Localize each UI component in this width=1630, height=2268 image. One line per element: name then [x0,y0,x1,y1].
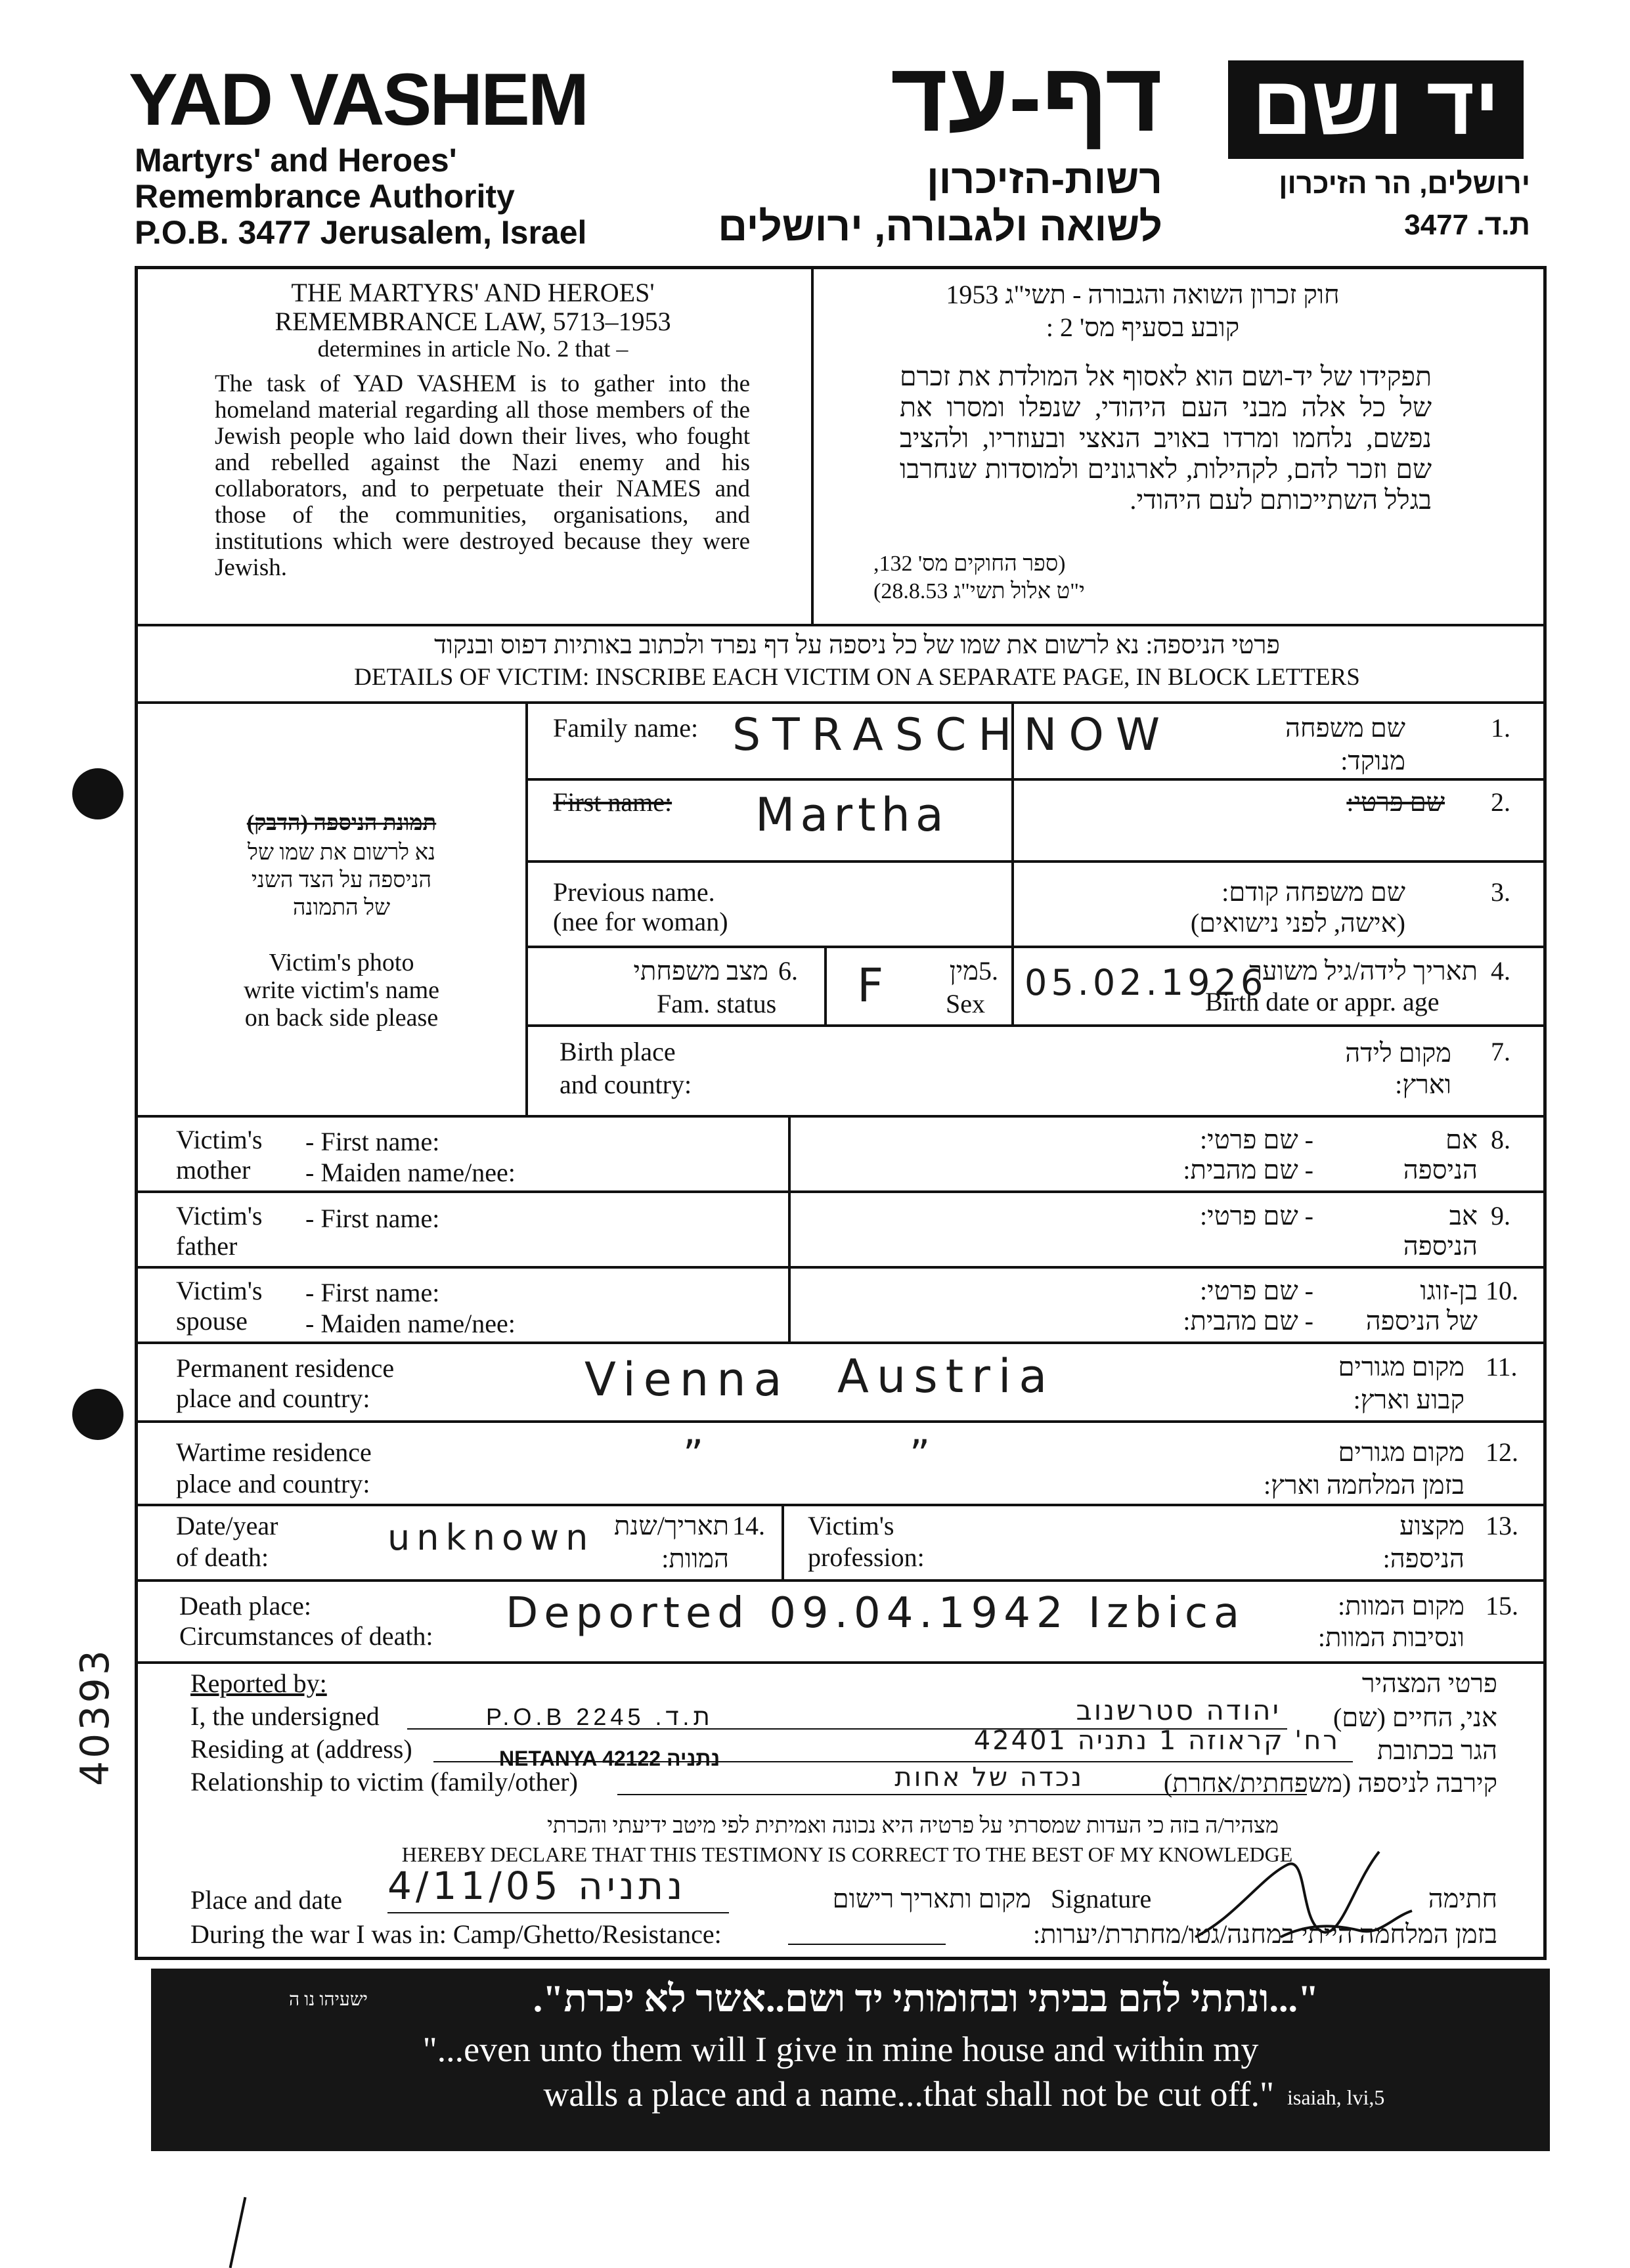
reporter-place-date-value: 4/11/05 נתניה [387,1864,687,1908]
photo-he-label: תמונת הניספה (הדבק) [246,811,437,835]
field-num-7: 7. [1491,1037,1510,1066]
place-date-line [387,1912,729,1913]
stamp-city: NETANYA 42122 נתניה [499,1747,720,1770]
war-label: During the war I was in: Camp/Ghetto/Resistance: [190,1919,722,1949]
photo-divider [525,701,528,1115]
field-num-12: 12. [1486,1437,1518,1467]
rule-f9 [135,1266,1547,1269]
footer-en-quote2: walls a place and a name...that shall not be cut off." [543,2074,1274,2114]
birth-place-label: Birth place [560,1037,676,1066]
rule-f7 [135,1115,1547,1118]
law-en-title1: THE MARTYRS' AND HEROES' [291,278,655,307]
field-num-13: 13. [1486,1511,1518,1540]
mother-label1: Victim's [176,1125,263,1154]
rule-f8 [135,1190,1547,1193]
previous-name-label: Previous name. [553,877,715,907]
margin-stroke [229,2197,247,2268]
rule-f4 [525,1024,1547,1027]
reported-by-he-label: פרטי המצהיר [1361,1668,1497,1698]
permanent-residence-label1: Permanent residence [176,1353,395,1383]
field-num-2: 2. [1491,787,1510,817]
field-num-5: 5. [979,956,998,986]
birth-country-label: and country: [560,1070,692,1099]
mother-he-label2: הניספה [1403,1155,1478,1185]
punch-hole-top [72,768,123,819]
field-num-4: 4. [1491,956,1510,986]
photo-en-line3: on back side please [244,1004,439,1032]
law-he-ref1: (ספר החוקים מס' 132, [873,552,1066,576]
law-he-ref2: י"ט אלול תשי"ג 28.8.53) [873,579,1085,603]
footer-en-source: isaiah, lvi,5 [1287,2085,1385,2109]
reporter-relationship-value: נכדה של אחות [894,1762,1084,1793]
fam-status-he-label: מצב משפחתי [633,956,768,986]
archive-number: 40393 [72,1647,118,1786]
rule-f1 [525,778,1547,781]
field-num-1: 1. [1491,713,1510,743]
field-num-10: 10. [1486,1276,1518,1305]
reported-by-label: Reported by: [190,1668,327,1698]
footer-he-source: ישעיהו נו ה [289,1990,368,2010]
law-he-title1: חוק זכרון השואה והגבורה - תשי"ג 1953 [946,280,1340,309]
father-label1: Victim's [176,1201,263,1231]
birth-country-he-label: וארץ: [1395,1070,1451,1099]
permanent-residence-he-label2: קבוע וארץ: [1353,1385,1465,1414]
details-he-instruction: פרטי הניספה: נא לרשום את שמו של כל ניספה על דף נפרד ולכתוב באותיות דפוס ובנקוד [434,631,1280,659]
rule-f3 [525,946,1547,948]
stamp-pob: P.O.B 2245 .ת.ד [486,1703,714,1730]
mother-maiden-name-he-label: - שם מהבית: [1183,1155,1313,1185]
sex-label: Sex [946,989,985,1018]
law-en-title3: determines in article No. 2 that – [317,336,628,362]
death-place-value: Deported 09.04.1942 Izbica [506,1589,1246,1638]
mother-first-name-label: - First name: [305,1127,440,1156]
right-line2: ת.ד. 3477 [1404,209,1530,241]
profession-label1: Victim's [808,1511,894,1540]
org-title: YAD VASHEM [129,58,588,141]
field-num-9: 9. [1491,1201,1510,1231]
sex-value: F [857,959,884,1013]
death-date-he-label1: תאריך/שנת [613,1511,729,1540]
law-en-body: The task of YAD VASHEM is to gather into the homeland material regarding all those members of the Jewish people who laid down their lives, who fought and rebelled against the Nazi enemy and his collaborators, and to perpetuate their NAMES and those of the communities, organisations, and institutions which were destroyed because they were Jewish. [215,370,750,581]
place-date-he-label: מקום ותאריך רישום [832,1884,1031,1913]
signature-label: Signature [1051,1884,1152,1913]
father-first-name-label: - First name: [305,1204,440,1233]
f14-divider [782,1504,784,1579]
rule-f14 [135,1579,1547,1582]
f6-divider [824,946,827,1024]
place-date-label: Place and date [190,1885,342,1915]
birth-date-label: Birth date or appr. age [1205,987,1440,1016]
center-line1: רשות-הזיכרון [927,157,1162,202]
mother-he-label1: אם [1445,1125,1478,1154]
nee-label: (nee for woman) [553,907,728,936]
center-title: דף-עד [890,41,1162,152]
death-place-he-label1: מקום המוות: [1337,1591,1465,1621]
org-address: P.O.B. 3477 Jerusalem, Israel [135,214,587,251]
spouse-label1: Victim's [176,1276,263,1305]
sex-he-label: מין [949,956,979,986]
residing-label: Residing at (address) [190,1734,412,1764]
wartime-residence-country: ” [910,1431,942,1477]
photo-en-line1: Victim's photo [269,949,414,976]
spouse-he-label2: של הניספה [1365,1306,1478,1336]
right-line1: ירושלים, הר הזיכרון [1279,167,1530,200]
first-name-he-label: שם פרטי: [1346,787,1445,817]
mother-first-name-he-label: - שם פרטי: [1200,1125,1313,1154]
father-he-label1: אב [1449,1201,1478,1231]
undersigned-he-label: אני, החיים (שם) [1333,1703,1497,1732]
death-place-he-label2: ונסיבות המוות: [1317,1623,1465,1652]
field-num-6: 6. [778,956,798,986]
family-name-value: STRASCHNOW [732,709,1172,761]
death-date-label2: of death: [176,1542,269,1572]
family-name-he-label: שם משפחה [1285,713,1405,743]
residing-he-label: הגר בכתובת [1377,1735,1497,1765]
wartime-residence-label2: place and country: [176,1469,370,1498]
mother-label2: mother [176,1155,251,1185]
wartime-residence-label1: Wartime residence [176,1437,372,1467]
previous-name-he-label: שם משפחה קודם: [1222,877,1405,907]
field-num-8: 8. [1491,1125,1510,1154]
logo-text: יד ושם [1252,59,1500,152]
spouse-he-label1: בן-זוגו [1420,1276,1478,1305]
org-line2: Remembrance Authority [135,178,515,215]
declaration-he: מצהיר/ה בזה כי העדות שמסרתי על פרטיה היא נכונה ואמיתית לפי מיטב ידיעתי והכרתי [546,1814,1279,1838]
parents-divider [788,1115,791,1341]
footer-en-quote1: "...even unto them will I give in mine house and within my [422,2030,1259,2069]
footer-he-quote: "...ונתתי להם בביתי ובחומותי יד ושם..אשר לא יכרת". [533,1977,1319,2020]
war-line [788,1944,946,1945]
family-name-label: Family name: [553,713,699,743]
reporter-name-value: יהודה סטרשנוב [1076,1694,1281,1726]
details-bottom-rule [135,701,1547,704]
death-date-he-label2: המוות: [661,1544,729,1573]
center-line2: לשואה ולגבורה, ירושלים [718,204,1162,250]
death-place-label1: Death place: [179,1591,311,1621]
death-place-label2: Circumstances of death: [179,1621,433,1651]
law-he-body: תפקידו של יד-ושם הוא לאסוף אל המולדת את זכרם של כל אלה מבני העם היהודי, שנפלו ומסרו את נפשם, נלחמו ומרדו באויב הנאצי ובעוזריו, ולהציב שם וזכר להם, לקהילות, לארגונים ולמוסדות שנחרבו בגלל השתייכותם לעם היהודי. [900,361,1432,515]
permanent-residence-he-label1: מקום מגורים [1338,1352,1465,1382]
mother-maiden-name-label: - Maiden name/nee: [305,1158,516,1187]
first-name-value: Martha [755,788,949,842]
org-line1: Martyrs' and Heroes' [135,142,457,179]
declaration-en: HEREBY DECLARE THAT THIS TESTIMONY IS CORRECT TO THE BEST OF MY KNOWLEDGE [401,1843,1293,1866]
permanent-residence-country: Austria [837,1349,1055,1403]
details-en-instruction: DETAILS OF VICTIM: INSCRIBE EACH VICTIM ON A SEPARATE PAGE, IN BLOCK LETTERS [354,664,1360,691]
birth-place-he-label: מקום לידה [1345,1038,1451,1068]
photo-he-line4: של התמונה [292,896,391,920]
photo-he-line3: הניספה על הצד השני [251,868,432,892]
family-name-he-label2: מנוקד: [1340,746,1405,775]
photo-he-line2: נא לרשום את שמו של [247,840,436,865]
nee-he-label: (אישה, לפני נישואים) [1190,908,1405,938]
fam-status-label: Fam. status [657,989,777,1018]
profession-label2: profession: [808,1542,925,1572]
law-en-title2: REMEMBRANCE LAW, 5713–1953 [275,307,671,336]
spouse-maiden-name-label: - Maiden name/nee: [305,1309,516,1338]
field-num-14: 14. [732,1511,765,1540]
spouse-first-name-he-label: - שם פרטי: [1200,1276,1313,1305]
father-he-label2: הניספה [1403,1231,1478,1261]
relationship-he-label: קירבה לניספה (משפחתית/אחרת) [1163,1768,1497,1798]
father-label2: father [176,1231,238,1261]
rule-f2 [525,860,1547,863]
relationship-label: Relationship to victim (family/other) [190,1767,578,1797]
law-bottom-rule [135,624,1547,626]
death-date-value: unknown [387,1517,595,1558]
permanent-residence-label2: place and country: [176,1384,370,1413]
spouse-maiden-name-he-label: - שם מהבית: [1183,1306,1313,1336]
rule-f12 [135,1504,1547,1506]
spouse-label2: spouse [176,1306,248,1336]
rule-f10 [135,1341,1547,1344]
rule-f11 [135,1420,1547,1423]
wartime-residence-he-label1: מקום מגורים [1338,1437,1465,1467]
law-divider [811,266,814,624]
wartime-residence-city: ” [683,1431,716,1477]
spouse-first-name-label: - First name: [305,1278,440,1307]
first-name-label: First name: [553,787,672,817]
f5-divider [1011,946,1014,1024]
father-first-name-he-label: - שם פרטי: [1200,1201,1313,1231]
profession-he-label2: הניספה: [1382,1544,1465,1573]
reporter-address-value: רח' קראוזה 1 נתניה 42401 [973,1726,1340,1756]
punch-hole-bottom [72,1389,123,1440]
wartime-residence-he-label2: בזמן המלחמה וארץ: [1264,1470,1465,1500]
photo-en-line2: write victim's name [243,976,440,1004]
field-num-15: 15. [1486,1591,1518,1621]
permanent-residence-city: Vienna [584,1353,790,1407]
undersigned-label: I, the undersigned [190,1701,380,1731]
birth-date-value: 05.02.1926 [1024,962,1267,1003]
field-num-11: 11. [1486,1352,1518,1382]
war-he-label: בזמן המלחמה הייתי במחנה/גטו/מחתרת/יערות: [1033,1919,1497,1949]
death-date-label1: Date/year [176,1511,278,1540]
birth-date-he-label: תאריך לידה/גיל משוער [1249,956,1478,986]
profession-he-label1: מקצוע [1399,1511,1465,1540]
law-he-title2: קובע בסעיף מס' 2 : [1046,313,1240,342]
field-num-3: 3. [1491,877,1510,907]
signature-he-label: חתימה [1428,1884,1497,1913]
